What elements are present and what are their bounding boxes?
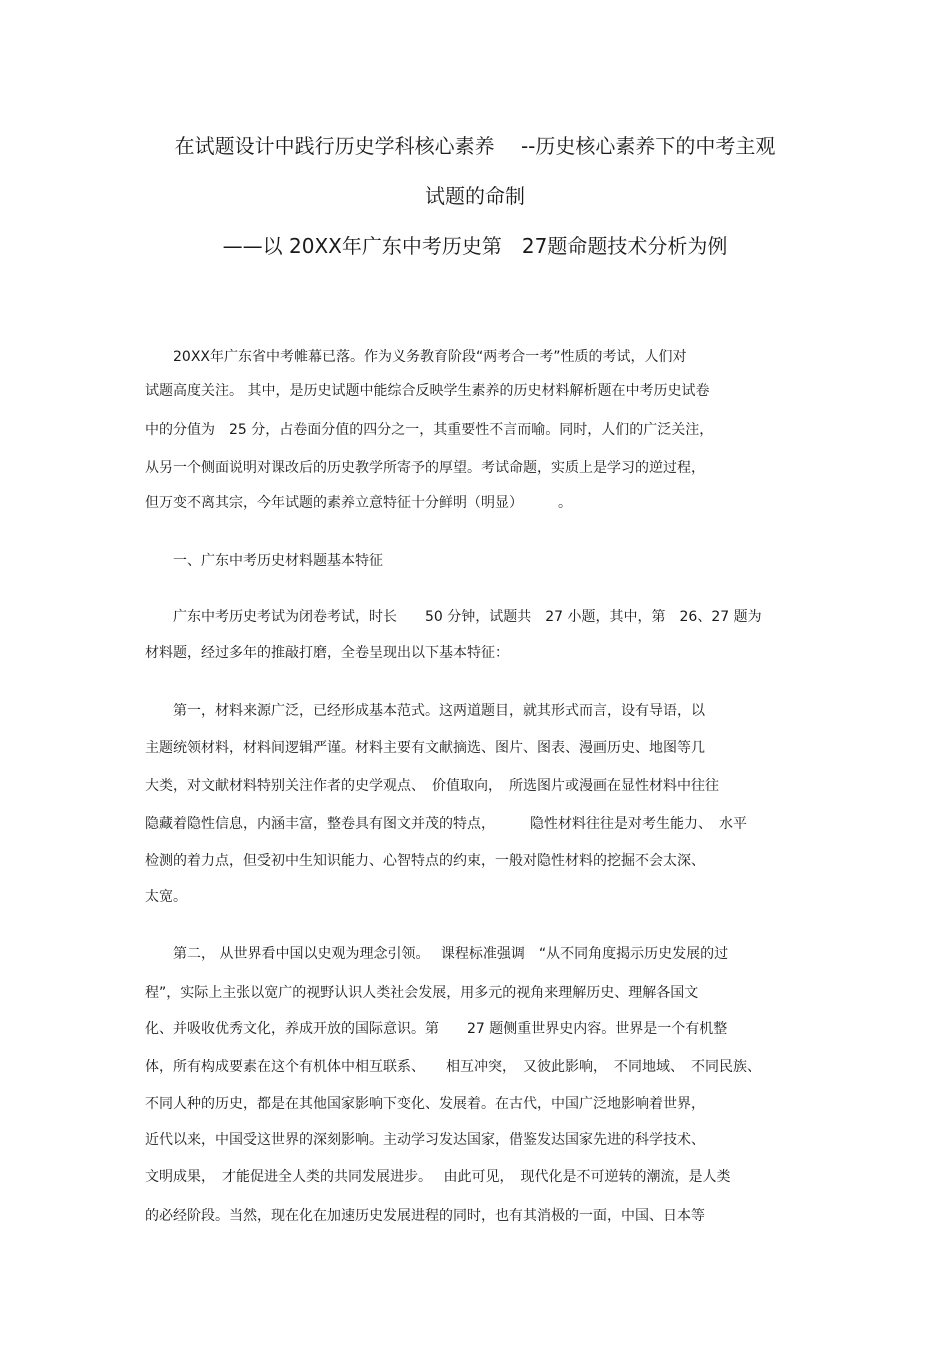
paragraph-line: 第二， 从世界看中国以史观为理念引领。 课程标准强调 “从不同角度揭示历史发展的过	[145, 946, 729, 962]
paragraph-line: 材料题，经过多年的推敲打磨，全卷呈现出以下基本特征：	[145, 645, 509, 661]
document-title-line-2: 试题的命制	[425, 184, 525, 208]
paragraph-line: 文明成果， 才能促进全人类的共同发展进步。 由此可见， 现代化是不可逆转的潮流，是人类	[145, 1169, 731, 1185]
paragraph-line: 的必经阶段。当然，现在化在加速历史发展进程的同时，也有其消极的一面，中国、日本等	[145, 1208, 705, 1224]
paragraph-line: 从另一个侧面说明对课改后的历史教学所寄予的厚望。考试命题，实质上是学习的逆过程，	[145, 460, 705, 476]
paragraph-line: 体，所有构成要素在这个有机体中相互联系、 相互冲突， 又彼此影响， 不同地域、 不同民族、	[145, 1059, 761, 1075]
document-title-line-1: 在试题设计中践行历史学科核心素养 --历史核心素养下的中考主观	[174, 134, 776, 158]
paragraph-line: 第一，材料来源广泛，已经形成基本范式。这两道题目，就其形式而言，设有导语，以	[145, 703, 705, 719]
paragraph-line: 试题高度关注。 其中，是历史试题中能综合反映学生素养的历史材料解析题在中考历史试卷	[145, 383, 710, 399]
paragraph-line: 但万变不离其宗，今年试题的素养立意特征十分鲜明（明显） 。	[145, 495, 572, 511]
paragraph-line: 不同人种的历史，都是在其他国家影响下变化、发展着。在古代，中国广泛地影响着世界，	[145, 1096, 705, 1112]
paragraph-line: 中的分值为 25 分，占卷面分值的四分之一，其重要性不言而喻。同时，人们的广泛关注，	[145, 422, 714, 438]
paragraph-line: 大类，对文献材料特别关注作者的史学观点、 价值取向， 所选图片或漫画在显性材料中往往	[145, 778, 719, 794]
paragraph-line: 检测的着力点，但受初中生知识能力、心智特点的约束，一般对隐性材料的挖掘不会太深、	[145, 853, 705, 869]
paragraph-line: 广东中考历史考试为闭卷考试，时长 50 分钟，试题共 27 小题，其中，第 26、27 题为	[145, 609, 762, 625]
paragraph-line: 太宽。	[145, 889, 187, 905]
document-subtitle: ——以 20XX年广东中考历史第 27题命题技术分析为例	[222, 234, 728, 258]
paragraph-line: 化、并吸收优秀文化，养成开放的国际意识。第 27 题侧重世界史内容。世界是一个有机整	[145, 1021, 728, 1037]
paragraph-line: 隐藏着隐性信息，内涵丰富，整卷具有图文并茂的特点， 隐性材料往往是对考生能力、 水平	[145, 816, 747, 832]
paragraph-line: 近代以来，中国受这世界的深刻影响。主动学习发达国家，借鉴发达国家先进的科学技术、	[145, 1132, 705, 1148]
paragraph-line: 20XX年广东省中考帷幕已落。作为义务教育阶段“两考合一考”性质的考试，人们对	[145, 349, 687, 365]
section-heading: 一、广东中考历史材料题基本特征	[145, 553, 383, 569]
paragraph-line: 程”，实际上主张以宽广的视野认识人类社会发展，用多元的视角来理解历史、理解各国文	[145, 985, 699, 1001]
paragraph-line: 主题统领材料，材料间逻辑严谨。材料主要有文献摘选、图片、图表、漫画历史、地图等几	[145, 740, 705, 756]
